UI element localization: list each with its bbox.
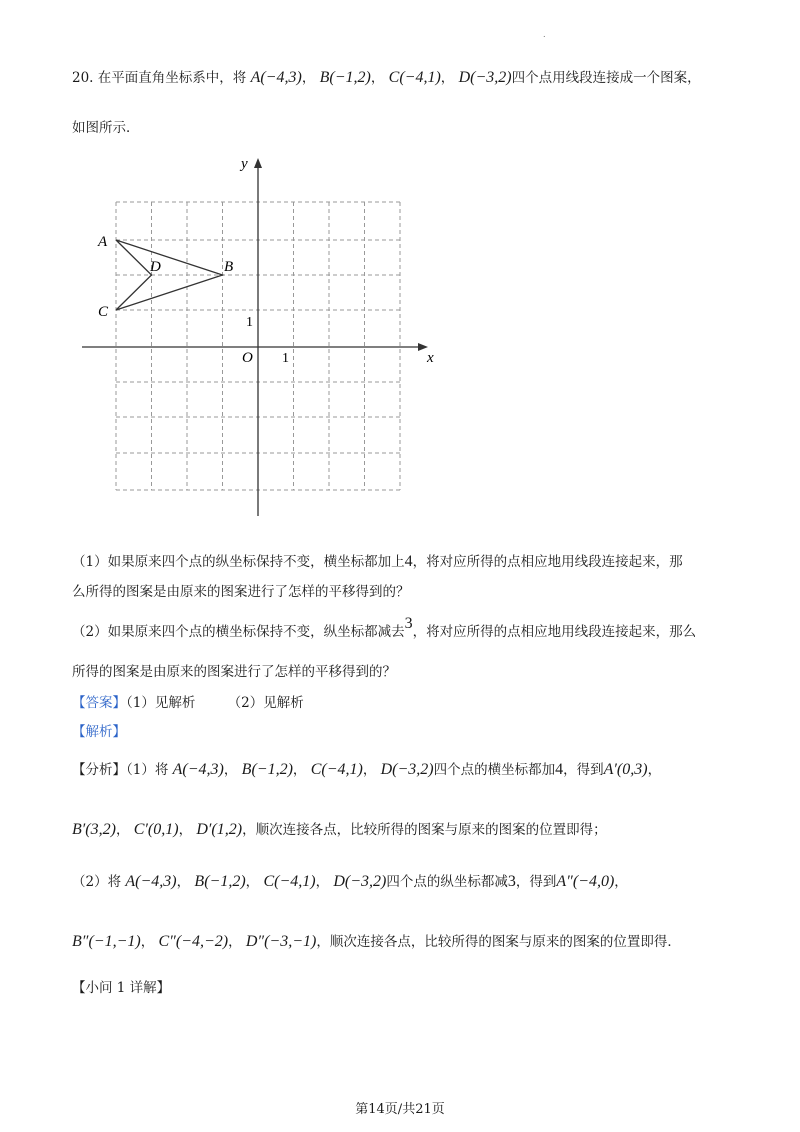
fenxi-l3-point-a: A(−4,3) <box>125 873 177 890</box>
fenxi-l1-end: ， <box>647 762 662 778</box>
fenxi-l4-point-b-double: B″(−1,−1) <box>72 933 141 950</box>
fenxi-line-2 <box>72 820 607 840</box>
page-mark-dot: . <box>543 30 546 39</box>
sub1-text-before: （1）如果原来四个点的纵坐标保持不变，横坐标都加上 <box>72 554 405 570</box>
fenxi-l2-point-d-prime: D′(1,2) <box>196 821 243 838</box>
answer-line <box>72 693 304 713</box>
page-footer: 第14页/共21页 <box>355 1102 445 1117</box>
fenxi-l1-point-b: B(−1,2) <box>241 761 293 778</box>
y-axis-arrow <box>254 158 262 168</box>
label-d: D <box>150 259 161 275</box>
sub2-text-after: ，将对应所得的点相应地用线段连接起来，那么 <box>412 624 697 640</box>
sep: ， <box>315 874 330 890</box>
analysis-tag: 【解析】 <box>72 724 126 740</box>
fenxi-l3-result: A″(−4,0) <box>556 873 615 890</box>
fenxi-l3-end: ， <box>614 874 628 890</box>
fenxi-l1-get: ，得到 <box>563 762 604 778</box>
question-text-before: 在平面直角坐标系中，将 <box>97 70 247 86</box>
question-number: 20. <box>72 70 94 86</box>
small-question-heading: 【小问 1 详解】 <box>72 980 171 996</box>
sub1-line-1 <box>72 552 683 572</box>
question-line-2: 如图所示． <box>72 120 140 136</box>
fenxi-l3-point-d: D(−3,2) <box>333 873 387 890</box>
fenxi-l3-point-b: B(−1,2) <box>194 873 246 890</box>
y-axis-label: y <box>241 156 248 172</box>
sep: ， <box>370 70 385 86</box>
sep: ， <box>176 874 191 890</box>
point-a: A(−4,3) <box>250 69 302 86</box>
label-c: C <box>98 304 109 320</box>
sep: ， <box>178 822 193 838</box>
x-tick-label: 1 <box>282 351 289 366</box>
point-d: D(−3,2) <box>458 69 512 86</box>
sep: ， <box>115 822 130 838</box>
sub2-line-1 <box>72 615 697 642</box>
fenxi-l1-point-c: C(−4,1) <box>310 761 363 778</box>
fenxi-l3-prefix: （2）将 <box>72 874 122 890</box>
sep: ， <box>292 762 307 778</box>
sub1-text-after: ，将对应所得的点相应地用线段连接起来，那 <box>412 554 683 570</box>
sep: ， <box>301 70 316 86</box>
coordinate-figure <box>70 150 450 520</box>
fenxi-l2-end: ，顺次连接各点，比较所得的图案与原来的图案的位置即得； <box>242 822 607 838</box>
point-c: C(−4,1) <box>388 69 441 86</box>
fenxi-l1-point-a: A(−4,3) <box>172 761 224 778</box>
fenxi-l3-get: ，得到 <box>515 874 557 890</box>
fenxi-l1-point-d: D(−3,2) <box>380 761 434 778</box>
sep: ， <box>228 934 242 950</box>
sep: ， <box>140 934 155 950</box>
fenxi-l1-prefix: （1）将 <box>126 762 169 778</box>
label-a: A <box>98 234 108 250</box>
answer-part-1: （1）见解析 <box>126 695 196 711</box>
fenxi-l1-number: 4 <box>555 761 564 778</box>
question-text-after: 四个点用线段连接成一个图案， <box>511 70 701 86</box>
sep: ， <box>245 874 260 890</box>
origin-label: O <box>242 350 253 366</box>
fenxi-l2-point-b-prime: B′(3,2) <box>72 821 116 838</box>
label-b: B <box>224 259 234 275</box>
fenxi-l4-point-d-double: D″(−3,−1) <box>245 933 317 950</box>
point-b: B(−1,2) <box>319 69 371 86</box>
sep: ， <box>362 762 377 778</box>
y-tick-label: 1 <box>246 315 253 330</box>
sep: ， <box>223 762 238 778</box>
sub2-number: 3 <box>404 615 413 632</box>
fenxi-l4-point-c-double: C″(−4,−2) <box>158 933 229 950</box>
fenxi-l4-end: ，顺次连接各点，比较所得的图案与原来的图案的位置即得． <box>316 934 681 950</box>
question-line-1 <box>72 68 701 88</box>
x-axis-label: x <box>427 350 434 366</box>
fenxi-l1-mid: 四个点的横坐标都加 <box>433 762 556 778</box>
sub1-line-2: 么所得的图案是由原来的图案进行了怎样的平移得到的？ <box>72 584 410 600</box>
sub2-line-2: 所得的图案是由原来的图案进行了怎样的平移得到的？ <box>72 664 396 680</box>
fenxi-l3-mid: 四个点的纵坐标都减 <box>386 874 508 890</box>
fenxi-l3-number: 3 <box>507 873 516 890</box>
fenxi-l3-point-c: C(−4,1) <box>263 873 316 890</box>
fenxi-line-4 <box>72 932 681 952</box>
sep: ， <box>440 70 455 86</box>
fenxi-tag: 【分析】 <box>72 762 126 778</box>
fenxi-l1-result: A′(0,3) <box>603 761 648 778</box>
answer-part-2: （2）见解析 <box>227 695 304 711</box>
answer-tag: 【答案】 <box>72 695 126 711</box>
fenxi-line-3 <box>72 872 628 892</box>
sub1-number: 4 <box>404 553 413 570</box>
sub2-text-before: （2）如果原来四个点的横坐标保持不变，纵坐标都减去 <box>72 624 405 640</box>
fenxi-l2-point-c-prime: C′(0,1) <box>133 821 179 838</box>
fenxi-line-1 <box>72 760 661 780</box>
